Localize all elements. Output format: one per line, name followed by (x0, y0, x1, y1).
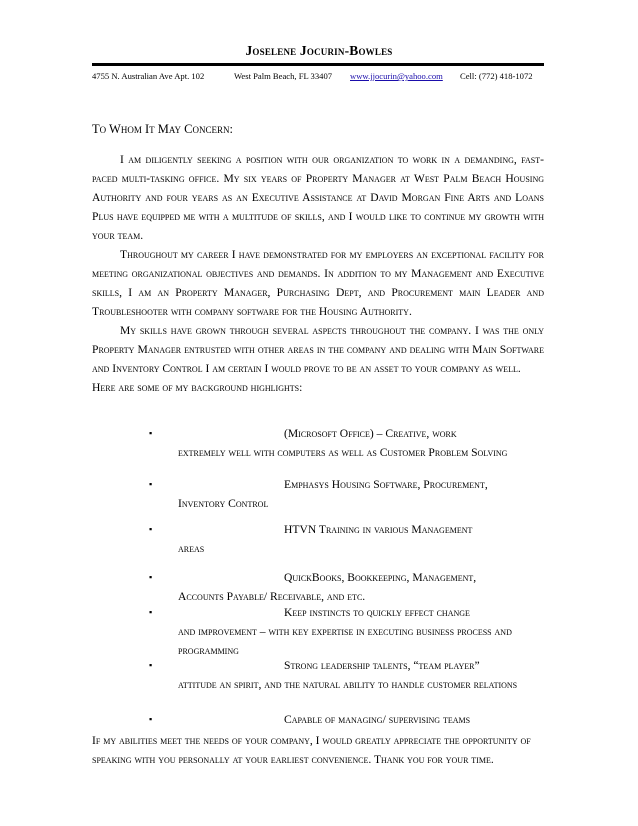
square-bullet-icon: ▪ (149, 607, 153, 617)
salutation: To Whom It May Concern: (92, 122, 233, 136)
applicant-name: Joselene Jocurin-Bowles (245, 43, 393, 58)
bullet-first-line: Emphasys Housing Software, Procurement, (284, 478, 488, 491)
city-state-zip: West Palm Beach, FL 33407 (234, 71, 333, 81)
cell-phone: Cell: (772) 418-1072 (460, 71, 533, 81)
bullet-first-line: Capable of managing/ supervising teams (284, 713, 471, 726)
bullet-first-line: QuickBooks, Bookkeeping, Management, (284, 571, 477, 584)
bullet-continuation: attitude an spirit, and the natural ability to handle customer relations (178, 678, 518, 691)
street-address: 4755 N. Australian Ave Apt. 102 (92, 71, 205, 81)
closing-paragraph: If my abilities meet the needs of your company, I would greatly appreciate the opportunity of speaking with you personally at your earliest convenience. Thank you for your time. (92, 734, 531, 766)
contact-line (92, 71, 544, 85)
paragraph: My skills have grown through several aspects throughout the company. I was the only Property Manager entrusted with other areas in the company and dealing with Main Software and Inventory Control I am certain I would prove to be an asset to your company as well. (92, 324, 544, 375)
square-bullet-icon: ▪ (149, 572, 153, 582)
bullet-continuation: extremely well with computers as well as Customer Problem Solving (178, 446, 508, 459)
bullet-continuation: areas (178, 542, 205, 555)
bullet-first-line: Strong leadership talents, “team player” (284, 659, 480, 672)
bullet-continuation: Accounts Payable/ Receivable, and etc. (178, 590, 366, 603)
square-bullet-icon: ▪ (149, 714, 153, 724)
email-link[interactable]: www.jjocurin@yahoo.com (350, 71, 443, 81)
square-bullet-icon: ▪ (149, 660, 153, 670)
paragraph: Throughout my career I have demonstrated for my employers an exceptional facility for meeting organizational objectives and demands. In addition to my Management and Executive skills, I am an Property Manager, Purchasing Dept, and Procurement main Leader and Troubleshooter with company software for the Housing Authority. (92, 248, 544, 318)
bullet-continuation: and improvement – with key expertise in executing business process and programming (178, 625, 512, 657)
letter-body (92, 150, 544, 397)
bullet-first-line: Keep instincts to quickly effect change (284, 606, 470, 619)
bullet-first-line: (Microsoft Office) – Creative, work (284, 427, 457, 440)
square-bullet-icon: ▪ (149, 479, 153, 489)
header-rule (92, 63, 544, 66)
bullet-first-line: HTVN Training in various Management (284, 523, 473, 536)
highlights-intro: Here are some of my background highlights: (92, 381, 303, 394)
paragraph: I am diligently seeking a position with our organization to work in a demanding, fast-paced multi-tasking office. My six years of Property Manager at West Palm Beach Housing Authority and four years as an Executive Assistance at David Morgan Fine Arts and Loans Plus have equipped me with a multitude of skills, and I would like to continue my growth with your team. (92, 153, 544, 242)
bullet-continuation: Inventory Control (178, 497, 269, 510)
square-bullet-icon: ▪ (149, 428, 153, 438)
square-bullet-icon: ▪ (149, 524, 153, 534)
